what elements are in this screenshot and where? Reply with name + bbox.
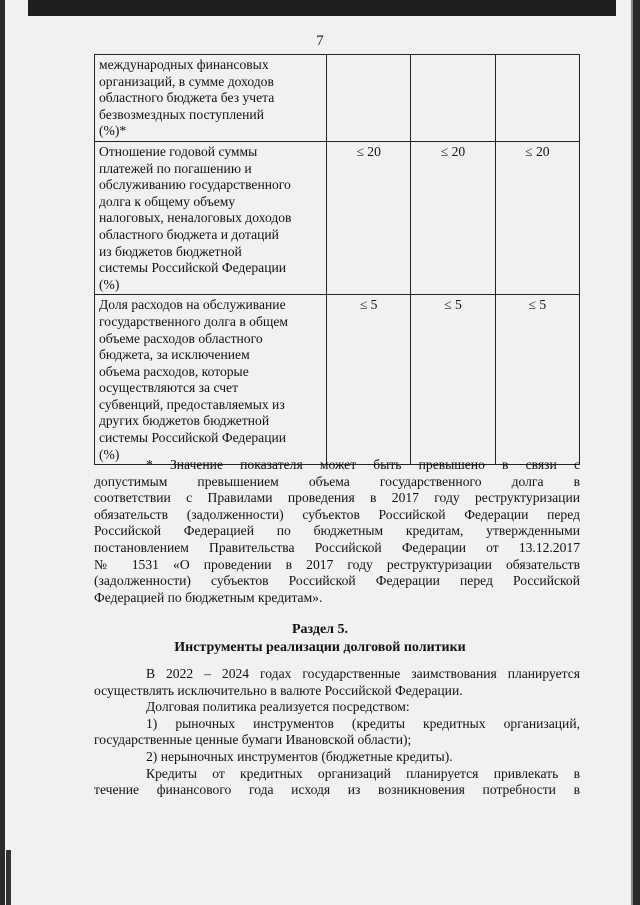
footnote-line: соответствии с Правилами проведения в 2017 году реструктуризации <box>94 490 580 506</box>
cell-line: платежей по погашению и <box>99 160 252 176</box>
body-line: В 2022 – 2024 годах государственные заимствования планируется <box>146 666 580 681</box>
cell-line: областного бюджета без учета <box>99 90 275 106</box>
cell-line: международных финансовых <box>99 57 269 72</box>
scan-edge-top <box>28 0 616 16</box>
body-line: государственные ценные бумаги Ивановской области); <box>94 732 412 748</box>
cell-line: организаций, в сумме доходов <box>99 73 274 89</box>
scan-mark-bottom-left <box>6 850 11 905</box>
body-text <box>94 666 580 799</box>
cell-line: системы Российской Федерации <box>99 260 287 276</box>
cell-line: налоговых, неналоговых доходов <box>99 210 292 226</box>
cell-line: безвозмездных поступлений <box>99 106 264 122</box>
table-row <box>95 141 580 294</box>
cell-line: бюджета, за исключением <box>99 347 250 363</box>
value-2022 <box>327 55 411 142</box>
cell-line: государственного долга в общем <box>99 313 288 329</box>
footnote-line: обязательств (задолженности) субъектов Российской Федерации перед <box>94 506 580 522</box>
value-2024: ≤ 5 <box>495 295 579 465</box>
footnote-line: Федерацией по бюджетным кредитам». <box>94 589 323 605</box>
table-row <box>95 295 580 465</box>
section-title: Инструменты реализации долговой политики <box>174 640 466 655</box>
footnote-line: (задолженности) субъектов Российской Федерации перед Российской <box>94 573 580 589</box>
page-number: 7 <box>316 33 324 49</box>
cell-line: обслуживанию государственного <box>99 177 291 193</box>
scan-edge-left <box>0 0 5 905</box>
footnote-line: * Значение показателя может быть превышено в связи с <box>146 457 580 472</box>
indicator-name <box>95 141 327 294</box>
footnote-line: постановлением Правительства Российской Федерации от 13.12.2017 <box>94 539 580 555</box>
value-2024 <box>495 55 579 142</box>
cell-line: осуществляются за счет <box>99 380 239 396</box>
indicator-name <box>95 295 327 465</box>
value-2023: ≤ 20 <box>411 141 495 294</box>
body-line: Долговая политика реализуется посредством: <box>146 699 410 715</box>
value-2024: ≤ 20 <box>495 141 579 294</box>
value-2023: ≤ 5 <box>411 295 495 465</box>
cell-line: других бюджетов бюджетной <box>99 413 270 429</box>
value-2023 <box>411 55 495 142</box>
cell-line: (%)* <box>99 123 127 139</box>
cell-line: объеме расходов областного <box>99 330 263 346</box>
cell-line: Доля расходов на обслуживание <box>99 297 286 313</box>
value-2022: ≤ 5 <box>327 295 411 465</box>
scan-line-right <box>631 0 633 905</box>
footnote-line: Российской Федерацией по бюджетным кредитам, утвержденными <box>94 523 580 539</box>
footnote <box>94 457 580 606</box>
body-line: 2) нерыночных инструментов (бюджетные кредиты). <box>146 748 453 764</box>
cell-line: (%) <box>99 276 120 292</box>
cell-line: (%) <box>99 446 120 462</box>
scan-edge-right <box>633 0 640 905</box>
value-2022: ≤ 20 <box>327 141 411 294</box>
cell-line: долга к общему объему <box>99 193 236 209</box>
table-row <box>95 55 580 142</box>
cell-line: областного бюджета и дотаций <box>99 226 279 242</box>
footnote-line: № 1531 «О проведении в 2017 году реструктуризации обязательств <box>94 556 580 572</box>
body-line: Кредиты от кредитных организаций планируется привлекать в <box>146 765 580 781</box>
body-line: течение финансового года исходя из возникновения потребности в <box>94 782 580 798</box>
body-line: осуществлять исключительно в валюте Российской Федерации. <box>94 682 463 698</box>
section-label: Раздел 5. <box>291 622 349 637</box>
cell-line: объема расходов, которые <box>99 363 249 379</box>
cell-line: Отношение годовой суммы <box>99 143 258 159</box>
indicator-name <box>95 55 327 142</box>
body-line: 1) рыночных инструментов (кредиты кредитных организаций, <box>146 715 580 731</box>
footnote-line: допустимым превышением объема государственного долга в <box>94 473 580 489</box>
cell-line: субвенций, предоставляемых из <box>99 396 285 412</box>
indicators-table <box>94 54 580 465</box>
cell-line: из бюджетов бюджетной <box>99 243 242 259</box>
cell-line: системы Российской Федерации <box>99 430 287 446</box>
